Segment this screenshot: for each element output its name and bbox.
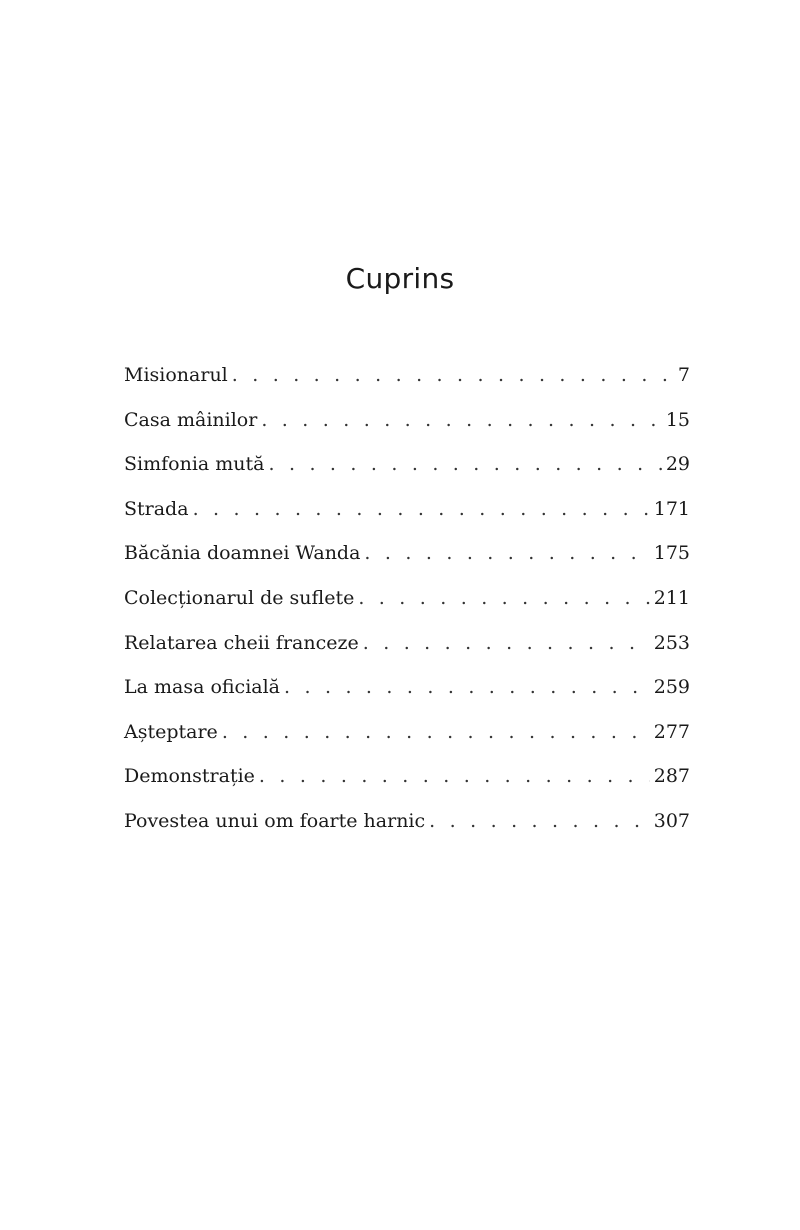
toc-entry-title: Povestea unui om foarte harnic [124, 809, 426, 832]
dot-leader [259, 762, 650, 790]
toc-entry-page: 29 [665, 453, 690, 476]
toc-entry[interactable] [124, 406, 690, 451]
toc-entry-page: 211 [653, 586, 690, 609]
toc-entry-title: Strada [124, 497, 189, 520]
toc-entry-title: Așteptare [124, 720, 218, 743]
toc-entry-title: Relatarea cheii franceze [124, 631, 359, 654]
toc-entry-page: 277 [653, 720, 690, 743]
toc-entry-page: 171 [653, 497, 690, 520]
toc-entry-title: Simfonia mută [124, 453, 265, 476]
dot-leader [284, 673, 650, 701]
toc-entry[interactable] [124, 718, 690, 763]
dot-leader [429, 807, 650, 835]
page-title: Cuprins [345, 262, 455, 295]
toc-entry-page: 175 [653, 542, 690, 565]
dot-leader [363, 629, 650, 657]
toc-entry-title: Colecționarul de suflete [124, 586, 355, 609]
toc-entry[interactable] [124, 673, 690, 718]
dot-leader [193, 495, 650, 523]
dot-leader [232, 361, 674, 389]
toc-entry-title: Casa mâinilor [124, 408, 258, 431]
dot-leader [222, 718, 650, 746]
toc-entry[interactable] [124, 450, 690, 495]
dot-leader [364, 539, 649, 567]
toc-entry-page: 287 [653, 765, 690, 788]
toc-entry[interactable] [124, 495, 690, 540]
toc-entry-title: Demonstrație [124, 765, 255, 788]
toc-entry-page: 7 [677, 364, 690, 386]
table-of-contents [124, 361, 690, 852]
toc-entry-title: La masa oficială [124, 676, 281, 699]
toc-entry-page: 307 [653, 809, 690, 832]
dot-leader [358, 584, 649, 612]
toc-entry[interactable] [124, 361, 690, 406]
toc-entry[interactable] [124, 539, 690, 584]
toc-entry[interactable] [124, 584, 690, 629]
toc-entry-page: 259 [653, 676, 690, 699]
toc-entry[interactable] [124, 762, 690, 807]
dot-leader [268, 450, 661, 478]
toc-entry-page: 253 [653, 631, 690, 654]
dot-leader [261, 406, 661, 434]
toc-entry-page: 15 [665, 408, 690, 431]
toc-entry-title: Băcănia doamnei Wanda [124, 542, 361, 565]
toc-entry[interactable] [124, 807, 690, 852]
toc-entry-title: Misionarul [124, 364, 228, 386]
toc-entry[interactable] [124, 629, 690, 674]
